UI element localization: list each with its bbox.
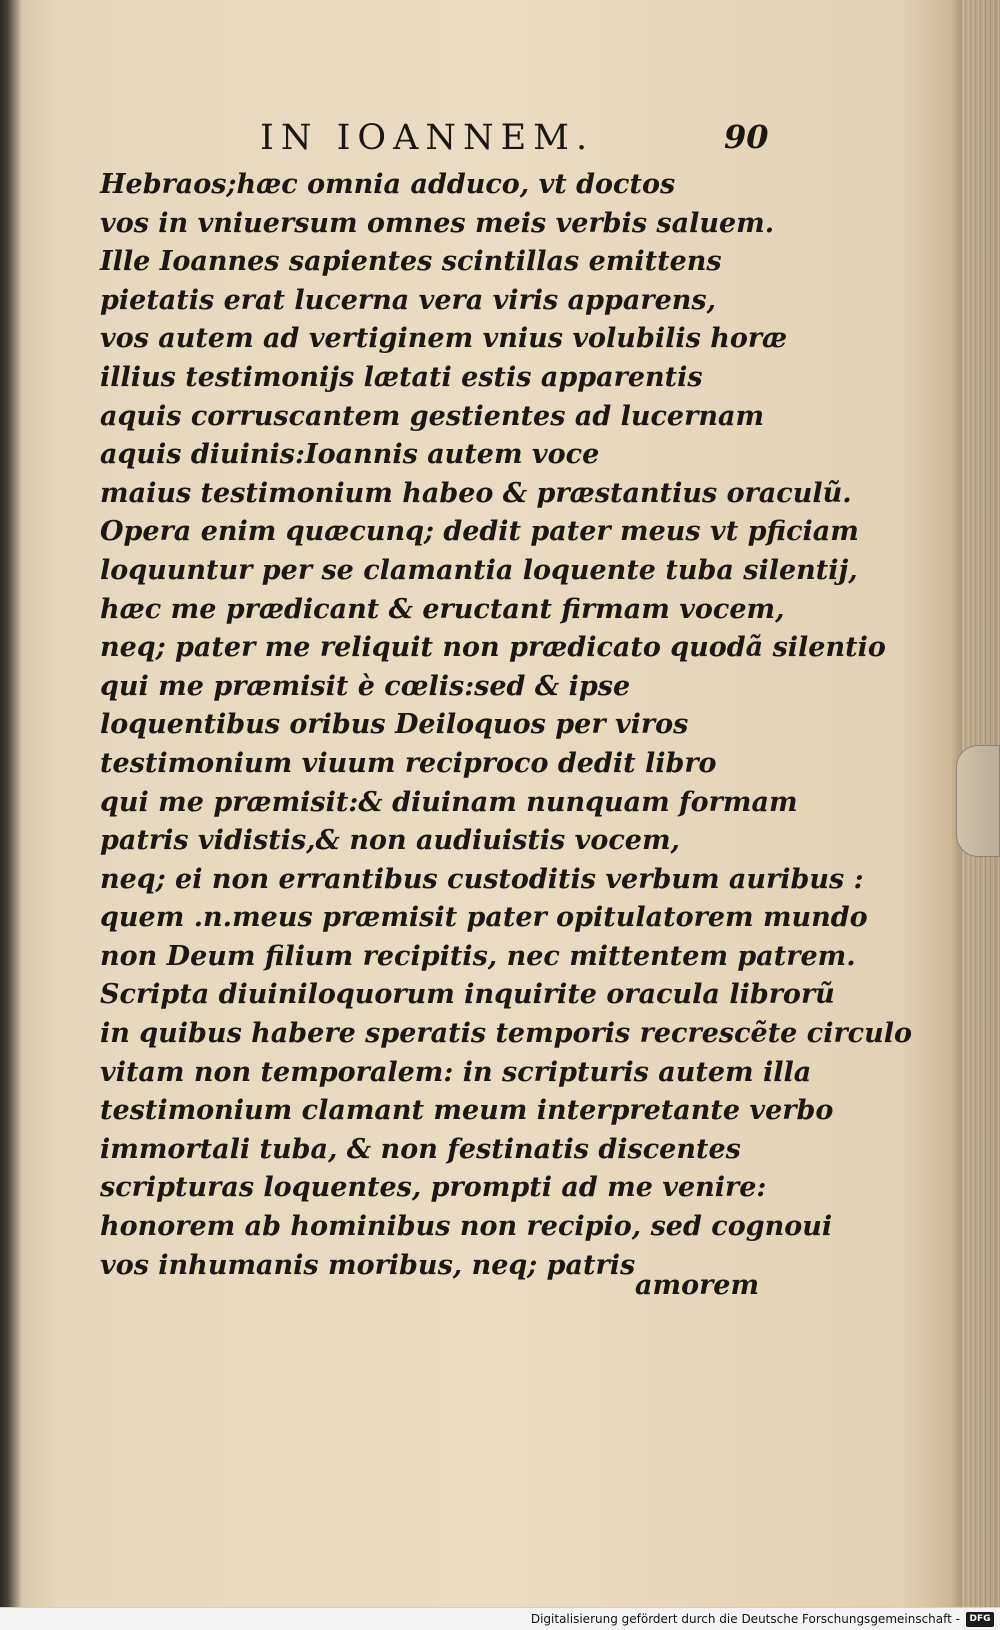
text-line: vos in vniuersum omnes meis verbis saluem. — [100, 207, 775, 239]
text-line: patris vidistis,& non audiuistis vocem, — [100, 825, 680, 857]
text-line: quem .n.meus præmisit pater opitulatorem mundo — [100, 902, 868, 934]
text-line: testimonium viuum reciproco dedit libro — [100, 747, 717, 779]
text-line: immortali tuba, & non festinatis discentes — [100, 1133, 741, 1165]
text-line: vos inhumanis moribus, neq; patris — [100, 1249, 636, 1281]
text-line: loquentibus oribus Deiloquos per viros — [100, 709, 689, 741]
text-line: vos autem ad vertiginem vnius volubilis horæ — [100, 323, 788, 355]
text-line: hæc me prædicant & eructant firmam vocem, — [100, 593, 785, 625]
text-line: neq; ei non errantibus custoditis verbum auribus : — [100, 863, 864, 895]
text-line: non Deum filium recipitis, nec mittentem patrem. — [100, 940, 856, 972]
text-line: qui me præmisit:& diuinam nunquam formam — [100, 786, 798, 818]
text-line: Ille Ioannes sapientes scintillas emittens — [100, 246, 722, 278]
text-line: in quibus habere speratis temporis recrescẽte circulo — [100, 1018, 913, 1050]
text-line: Hebraos;hæc omnia adduco, vt doctos — [100, 169, 676, 200]
text-line: maius testimonium habeo & præstantius oraculũ. — [100, 477, 852, 509]
text-line: loquuntur per se clamantia loquente tuba silentij, — [100, 554, 858, 586]
text-line: Scripta diuiniloquorum inquirite oracula librorũ — [100, 979, 835, 1011]
text-line: scripturas loquentes, prompti ad me venire: — [100, 1172, 767, 1204]
running-head: IN IOANNEM. — [260, 118, 595, 158]
text-line: pietatis erat lucerna vera viris apparens, — [100, 284, 717, 316]
clasp-tab — [956, 745, 1000, 857]
text-line: Opera enim quæcunq; dedit pater meus vt pficiam — [100, 516, 859, 548]
text-line: honorem ab hominibus non recipio, sed cognoui — [100, 1211, 833, 1243]
catchword: amorem — [635, 1270, 760, 1301]
dfg-logo: DFG — [966, 1612, 994, 1627]
text-line: neq; pater me reliquit non prædicato quodã silentio — [100, 632, 886, 664]
text-line: aquis diuinis:Ioannis autem voce — [100, 439, 600, 471]
text-line: aquis corruscantem gestientes ad lucernam — [100, 400, 765, 432]
text-line: vitam non temporalem: in scripturis autem illa — [100, 1056, 812, 1088]
text-line: illius testimonijs lætati estis apparentis — [100, 361, 703, 393]
folio-number: 90 — [724, 118, 769, 156]
text-line: qui me præmisit è cœlis:sed & ipse — [100, 670, 631, 702]
text-block — [100, 166, 913, 1285]
digitization-footer — [0, 1607, 1000, 1630]
footer-credit: Digitalisierung gefördert durch die Deutsche Forschungsgemeinschaft - — [530, 1612, 960, 1626]
text-line: testimonium clamant meum interpretante verbo — [100, 1095, 834, 1127]
